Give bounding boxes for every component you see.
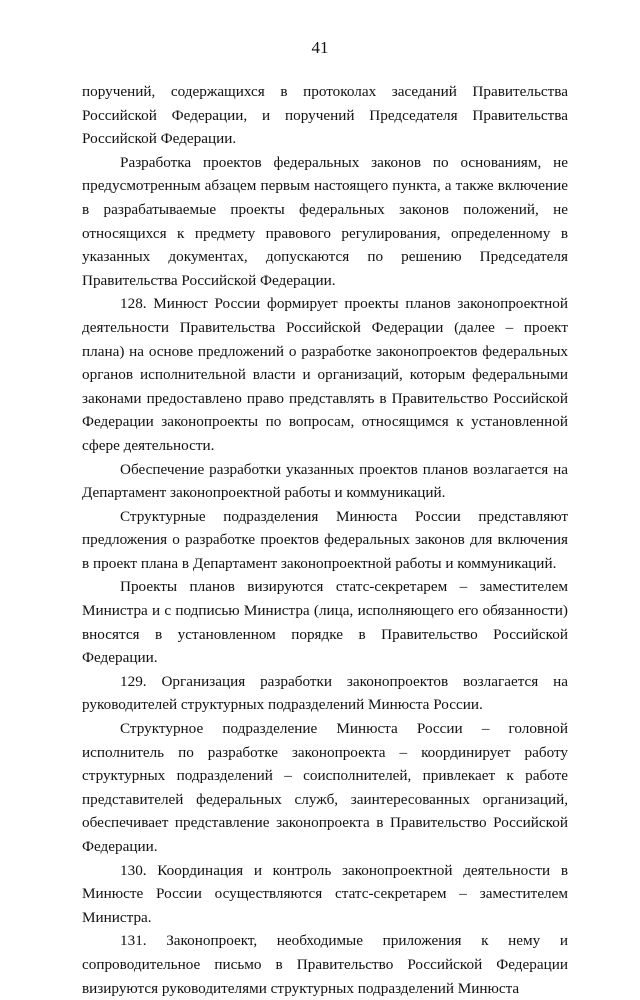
paragraph-clause-128: 128. Минюст России формирует проекты планов законопроектной деятельности Правительства Российской Федерации (далее – проект плана) на основе предложений о разработке законопроектов федеральных органов исполнительной власти и организаций, которым федеральными законами предоставлено право представлять в Правительство Российской Федерации законопроекты по вопросам, относящимся к установленной сфере деятельности. bbox=[82, 295, 568, 454]
page-number: 41 bbox=[311, 38, 329, 57]
paragraph: Структурные подразделения Минюста России представляют предложения о разработке проектов федеральных законов для включения в проект плана в Департамент законопроектной работы и коммуникаций. bbox=[82, 507, 568, 572]
document-body bbox=[82, 80, 568, 1000]
paragraph-clause-129: 129. Организация разработки законопроектов возлагается на руководителей структурных подразделений Минюста России. bbox=[82, 672, 568, 714]
paragraph: Проекты планов визируются статс-секретарем – заместителем Министра и с подписью Министра (лица, исполняющего его обязанности) вносятся в установленном порядке в Правительство Российской Федерации. bbox=[82, 578, 568, 667]
paragraph: Обеспечение разработки указанных проектов планов возлагается на Департамент законопроектной работы и коммуникаций. bbox=[82, 460, 568, 502]
paragraph: Структурное подразделение Минюста России – головной исполнитель по разработке законопроекта – координирует работу структурных подразделений – соисполнителей, привлекает к работе представителей федеральных служб, заинтересованных организаций, обеспечивает представление законопроекта в Правительство Российской Федерации. bbox=[82, 720, 568, 855]
paragraph-clause-131: 131. Законопроект, необходимые приложения к нему и сопроводительное письмо в Правительство Российской Федерации визируются руководителями структурных подразделений Минюста bbox=[82, 932, 568, 997]
paragraph-clause-130: 130. Координация и контроль законопроектной деятельности в Минюсте России осуществляются статс-секретарем – заместителем Министра. bbox=[82, 861, 568, 926]
paragraph-continuation: поручений, содержащихся в протоколах заседаний Правительства Российской Федерации, и поручений Председателя Правительства Российской Федерации. bbox=[82, 83, 568, 148]
paragraph: Разработка проектов федеральных законов по основаниям, не предусмотренным абзацем первым настоящего пункта, а также включение в разрабатываемые проекты федеральных законов положений, не относящихся к предмету правового регулирования, определенному в указанных документах, допускаются по решению Председателя Правительства Российской Федерации. bbox=[82, 153, 568, 289]
